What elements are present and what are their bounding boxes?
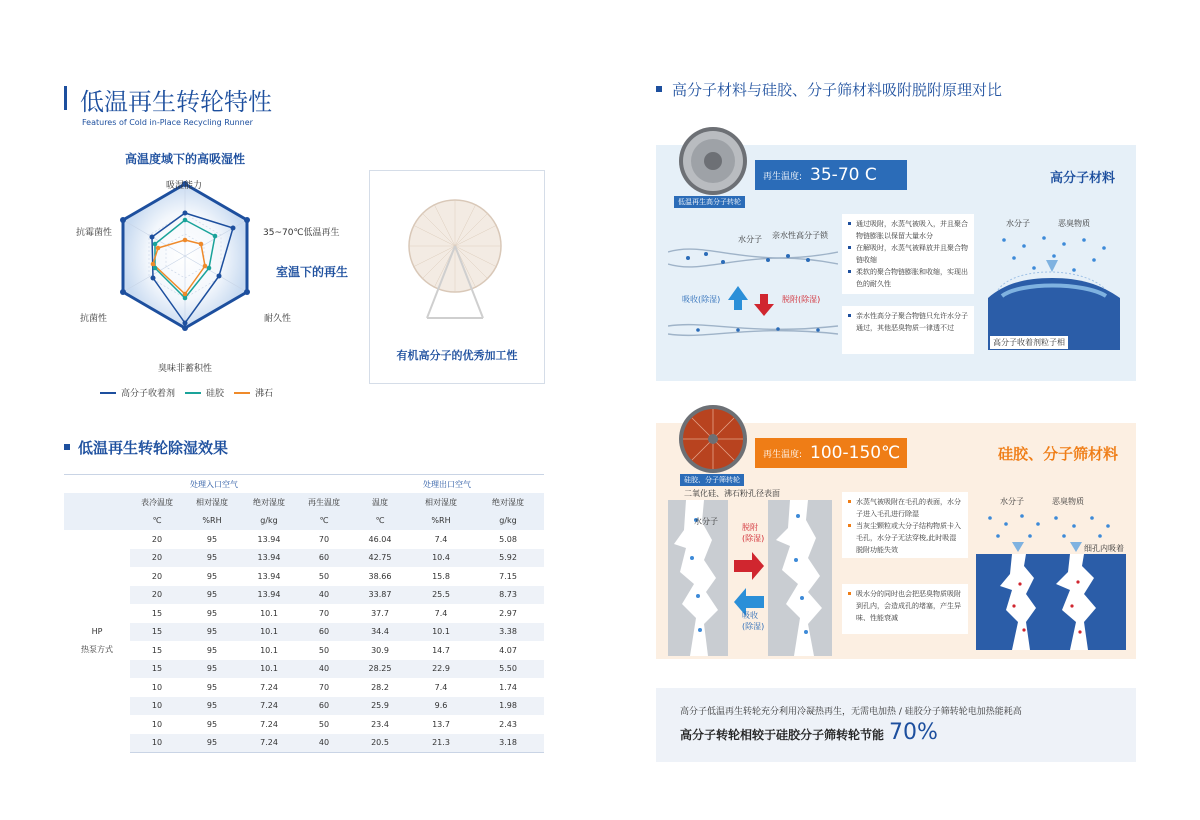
table-cell: 95 <box>184 549 240 568</box>
legend-item-silica: 硅胶 <box>185 386 224 399</box>
radar-axis-label: 抗霉菌性 <box>76 228 113 238</box>
water-molecule-label-2: 水分子 <box>1006 219 1030 228</box>
temp-value: 35-70 C <box>810 165 877 185</box>
table-cell: 60 <box>298 623 350 642</box>
table-cell: 46.04 <box>368 534 392 544</box>
polymer-resin-diagram <box>984 230 1124 350</box>
desorb-label: 脱附 (除湿) <box>742 523 765 543</box>
table-cell: 21.3 <box>410 734 472 753</box>
table-cell: 95 <box>206 571 218 581</box>
table-cell: 3.18 <box>472 734 544 753</box>
table-cell: 10 <box>130 734 184 753</box>
unit-cell: ℃ <box>350 512 410 531</box>
silica-wheel-caption: 硅胶、分子筛转轮 <box>680 474 744 486</box>
summary-text: 高分子低温再生转轮充分利用冷凝热再生，无需电加热 / 硅胶分子筛转轮电加热能耗高 <box>680 707 1022 717</box>
table-cell: 60 <box>298 549 350 568</box>
column-header: 温度 <box>350 493 410 512</box>
radar-emphasis-label: 室温下的再生 <box>276 265 349 279</box>
radar-axis-label: 吸湿能力 <box>166 181 203 191</box>
table-cell: 70 <box>318 682 330 692</box>
table-cell: 13.94 <box>240 586 298 605</box>
table-cell: 1.74 <box>499 682 517 692</box>
table-body <box>64 530 544 752</box>
table-cell: 10.4 <box>410 549 472 568</box>
radar-axis-label: 35~70℃低温再生 <box>263 228 340 238</box>
table-cell: 10.1 <box>260 608 278 618</box>
table-unit-row <box>64 512 544 531</box>
table-cell: 13.94 <box>257 571 281 581</box>
table-cell: 14.7 <box>432 645 450 655</box>
table-cell: 7.24 <box>260 719 278 729</box>
polymer-temp-bar <box>755 160 907 190</box>
column-header: 绝对湿度 <box>240 493 298 512</box>
table-row <box>64 623 544 642</box>
table-cell: 28.2 <box>371 682 389 692</box>
absorb-label: 吸收(除湿) <box>682 295 721 304</box>
desorb-label: 脱附(除湿) <box>782 295 821 304</box>
polymer-wheel-icon <box>676 124 750 198</box>
table-row <box>64 734 544 753</box>
column-header: 绝对湿度 <box>472 493 544 512</box>
table-cell: 20 <box>151 571 163 581</box>
table-cell: 20 <box>130 586 184 605</box>
water-molecule-label-2: 水分子 <box>1000 497 1024 506</box>
group-inlet-header: 处理入口空气 <box>130 475 298 494</box>
odor-substance-label: 恶臭物质 <box>1052 497 1084 506</box>
table-cell: 95 <box>184 734 240 753</box>
silica-odor-diagram <box>976 510 1126 650</box>
water-molecule-label: 水分子 <box>694 517 718 526</box>
table-cell: 9.6 <box>410 697 472 716</box>
unit-cell: %RH <box>184 512 240 531</box>
table-cell: 70 <box>318 534 330 544</box>
table-cell: 95 <box>184 697 240 716</box>
table-cell: 28.25 <box>350 660 410 679</box>
note-item: 亲水性高分子聚合物链只允许水分子通过，其他恶臭物质一律透不过 <box>848 310 968 334</box>
table-cell: 7.15 <box>499 571 517 581</box>
table-cell: 25.9 <box>350 697 410 716</box>
table-cell: 3.38 <box>472 623 544 642</box>
table-cell: 15.8 <box>432 571 450 581</box>
page-subtitle: Features of Cold in-Place Recycling Runner <box>82 118 253 127</box>
silica-wheel-icon <box>676 402 750 476</box>
table-cell: 5.08 <box>499 534 517 544</box>
table-cell: 1.98 <box>472 697 544 716</box>
table-cell: 95 <box>206 719 218 729</box>
table-cell: 10.1 <box>240 623 298 642</box>
table-cell: 42.75 <box>350 549 410 568</box>
table-cell: 95 <box>206 534 218 544</box>
table-cell: 15 <box>151 608 163 618</box>
table-cell: 40 <box>298 660 350 679</box>
table-cell: 10 <box>130 697 184 716</box>
absorb-label: 吸收 (除湿) <box>742 611 765 631</box>
photo-caption: 有机高分子的优秀加工性 <box>396 349 518 362</box>
table-cell: 7.24 <box>240 697 298 716</box>
table-cell: 7.24 <box>240 734 298 753</box>
note-item: 吸水分的同时也会把恶臭物质吸附到孔内，会造成孔的堵塞，产生异味、性能衰减 <box>848 588 962 624</box>
silica-material-title: 硅胶、分子筛材料 <box>998 445 1119 463</box>
legend-item-zeolite: 沸石 <box>234 386 273 399</box>
silica-temp-bar <box>755 438 907 468</box>
table-cell: 50 <box>318 719 330 729</box>
hydrophilic-lock-label: 亲水性高分子锁 <box>772 231 828 240</box>
table-cell: 25.5 <box>410 586 472 605</box>
table-cell: 95 <box>206 608 218 618</box>
table-cell: 60 <box>298 697 350 716</box>
note-item: 当灰尘颗粒或大分子结构物质卡入毛孔，水分子无法穿梭,此时吸湿脱附功能失效 <box>848 520 962 556</box>
table-cell: 5.50 <box>472 660 544 679</box>
table-row <box>64 586 544 605</box>
row-group-line: 热泵方式 <box>81 645 113 654</box>
summary-headline: 高分子转轮相较于硅胶分子筛转轮节能 <box>680 728 885 742</box>
polymer-material-title: 高分子材料 <box>1050 171 1116 186</box>
table-cell: 2.43 <box>499 719 517 729</box>
table-group-header <box>64 475 544 494</box>
table-cell: 8.73 <box>472 586 544 605</box>
table-cell: 40 <box>298 734 350 753</box>
odor-substance-label: 恶臭物质 <box>1058 219 1090 228</box>
column-header: 再生温度 <box>298 493 350 512</box>
table-row <box>64 549 544 568</box>
table-cell: 10.1 <box>260 645 278 655</box>
polymer-notes <box>842 214 974 294</box>
table-section-title: 低温再生转轮除湿效果 <box>78 439 229 457</box>
table-cell: 5.92 <box>472 549 544 568</box>
compare-section-title: 高分子材料与硅胶、分子筛材料吸附脱附原理对比 <box>672 81 1003 99</box>
table-cell: 10.1 <box>410 623 472 642</box>
table-cell: 38.66 <box>368 571 392 581</box>
note-item: 柔软的聚合物链膨胀和收缩，实现出色的耐久性 <box>848 266 968 290</box>
unit-cell: ℃ <box>130 512 184 531</box>
table-cell: 15 <box>151 645 163 655</box>
section-bullet-icon <box>64 444 70 450</box>
table-cell: 10 <box>151 719 163 729</box>
table-cell: 20 <box>151 534 163 544</box>
table-cell: 37.7 <box>371 608 389 618</box>
table-cell: 15 <box>130 623 184 642</box>
table-cell: 4.07 <box>499 645 517 655</box>
silica-note-2 <box>842 584 968 634</box>
legend-item-polymer: 高分子收着剂 <box>100 386 175 399</box>
section-bullet-icon <box>656 86 662 92</box>
table-cell: 95 <box>184 660 240 679</box>
energy-saving-percent: 70% <box>889 720 938 745</box>
table-row <box>64 530 544 549</box>
table-row <box>64 715 544 734</box>
table-cell: 23.4 <box>371 719 389 729</box>
title-accent-bar <box>64 86 67 110</box>
temp-label: 再生温度: <box>763 449 803 460</box>
column-header: 相对湿度 <box>184 493 240 512</box>
silica-notes <box>842 492 968 558</box>
unit-cell: %RH <box>410 512 472 531</box>
table-row <box>64 641 544 660</box>
row-group-label <box>64 530 130 752</box>
table-cell: 13.94 <box>240 549 298 568</box>
temp-value: 100-150℃ <box>810 443 901 463</box>
table-cell: 33.87 <box>350 586 410 605</box>
runner-wheel-image <box>405 190 505 330</box>
table-cell: 30.9 <box>371 645 389 655</box>
table-cell: 50 <box>318 571 330 581</box>
table-row <box>64 660 544 679</box>
table-column-header <box>64 493 544 512</box>
note-item: 通过吸附，水蒸气被吸入，并且聚合物链膨胀以保留大量水分 <box>848 218 968 242</box>
table-cell: 95 <box>184 586 240 605</box>
table-row <box>64 604 544 623</box>
table-cell: 10.1 <box>240 660 298 679</box>
table-cell: 20.5 <box>350 734 410 753</box>
table-cell: 15 <box>130 660 184 679</box>
group-outlet-header: 处理出口空气 <box>350 475 544 494</box>
table-cell: 22.9 <box>410 660 472 679</box>
radar-legend <box>100 386 273 399</box>
unit-cell: g/kg <box>240 512 298 531</box>
table-cell: 7.24 <box>260 682 278 692</box>
table-cell: 34.4 <box>350 623 410 642</box>
table-cell: 95 <box>206 645 218 655</box>
table-row <box>64 678 544 697</box>
unit-cell: g/kg <box>472 512 544 531</box>
temp-label: 再生温度: <box>763 171 803 182</box>
table-cell: 13.94 <box>257 534 281 544</box>
table-cell: 50 <box>318 645 330 655</box>
table-row <box>64 567 544 586</box>
table-cell: 40 <box>298 586 350 605</box>
unit-cell: ℃ <box>298 512 350 531</box>
table-cell: 7.4 <box>434 608 448 618</box>
polymer-wheel-caption: 低温再生高分子转轮 <box>674 196 745 208</box>
table-cell: 13.7 <box>432 719 450 729</box>
table-cell: 20 <box>130 549 184 568</box>
polymer-note-2 <box>842 306 974 354</box>
note-item: 水蒸气被吸附在毛孔的表面，水分子进入毛孔进行除湿 <box>848 496 962 520</box>
radar-axis-label: 臭味非蓄积性 <box>158 364 213 374</box>
dehumidify-table <box>64 474 544 753</box>
table-cell: 95 <box>206 682 218 692</box>
row-group-line: HP <box>91 627 103 636</box>
radar-axis-label: 耐久性 <box>264 314 292 324</box>
radar-axis-label: 抗菌性 <box>80 314 108 324</box>
radar-title: 高温度域下的高吸湿性 <box>124 152 245 166</box>
page-title: 低温再生转轮特性 <box>80 88 272 116</box>
table-cell: 7.4 <box>434 534 448 544</box>
table-cell: 2.97 <box>499 608 517 618</box>
pore-adsorption-label: 细孔内吸着 <box>1084 544 1124 553</box>
table-cell: 70 <box>318 608 330 618</box>
pore-surface-label: 二氧化硅、沸石粉孔径表面 <box>684 489 780 498</box>
radar-chart <box>95 170 295 375</box>
table-cell: 10 <box>151 682 163 692</box>
resin-particle-label: 高分子收着剂粒子相 <box>990 336 1068 349</box>
table-cell: 95 <box>184 623 240 642</box>
column-header: 相对湿度 <box>410 493 472 512</box>
table-cell: 7.4 <box>434 682 448 692</box>
water-molecule-label: 水分子 <box>738 235 762 244</box>
column-header: 表冷温度 <box>130 493 184 512</box>
table-row <box>64 697 544 716</box>
note-item: 在解吸时，水蒸气被释放并且聚合物链收缩 <box>848 242 968 266</box>
